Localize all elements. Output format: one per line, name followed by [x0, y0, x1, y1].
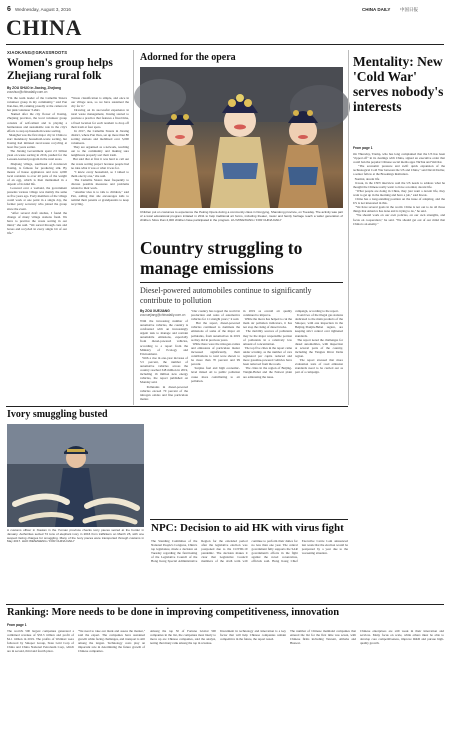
section-title: CHINA	[6, 15, 82, 40]
women-column-1: "I'm the team leader of the Camellia Sisters volunteer group in my community," said Pan Jian-hua, 68, ranking proudly at the camera in her pink volunteer T-shirt. Named after the city flower of Jiaxing, Zhejiang province, the local volunteer group consists of self-reliant and is playing a harmonious and sustainable role in the city's efforts to step up household-waste sorting. Shanghai was the first major city in China to start mandatory household-waste sorting, but Jiaxing had initiated rural-waste recycling at least five years earlier. The Jiaxing Government spent 2.5 billion yuan on waste sorting in 2016, pushed for the Lessons-learned program in the rural areas. Zhejiang village, southwest of downtown Jiaxing, is famous for producing silk. By means of house appliances and now 4,000 local residents to over 40 pairs of the weight of an egg, which is then maintained in a deposit of its kind life. Lowered over a wetland, the government presents various village was mainly the same as five years ago. Forty members of the village could work at one point in a single day, the former party secretary who joined the group since the event. "After several draft studies, I found the change of many village stations fresh. We have to practice the waste sorting in our mind," she said. "We sorted through cans and boxes and recycled in every single bit of our life."	[7, 96, 68, 236]
ivory-photo	[7, 424, 144, 527]
emissions-byline: By ZOU XUEJIANG	[140, 309, 170, 313]
emissions-subhead: Diesel-powered automobiles continue to significantly contribute to pollution	[140, 286, 312, 305]
women-byline: By ZOU SHUO in Jiaxing, Zhejiang	[7, 86, 62, 90]
ivory-officer-image	[7, 424, 144, 527]
emissions-column-4: campaign, according to the report. It said two of the illegal gas stations dedicated to the main products of the Sinopec, with one inspection in the Beijing-Tianjin-Hebei region, are keeping strict control over tightened standards. The report noted the challenges for diesel automobiles, with inspection at several parts of the country, including the Yangtze River Delta region. The report stressed that more evaluation tests of road emission standards need to be carried out as part of a campaign.	[295, 309, 344, 375]
emissions-headline: Country struggling to manage emissions	[140, 238, 303, 278]
ranking-column-1: The world's 500 largest companies generated a combined revenue of $33.3 trillion and profit of $2.1 trillion in 2019. The profits of Walmart were followed by Sinopec Group, State Grid Corp of China and China National Petroleum Corp, which are in second, third and fourth place.	[7, 629, 75, 654]
npc-rule	[150, 519, 348, 520]
opera-children-image	[140, 67, 343, 208]
women-email: zoushuo@chinadaily.com.cn	[7, 90, 48, 94]
ranking-headline: Ranking: More needs to be done in improving competitiveness, innovation	[7, 607, 340, 618]
ivory-rule	[6, 406, 348, 407]
ranking-column-6: Chinese enterprises are still weak in their innovation and services. Many focus on scale, while others must be able to develop core competitiveness, improve R&D and pursue high-quality growth.	[360, 629, 445, 646]
paper-chinese-name: 中国日报	[400, 7, 418, 12]
page-date: Wednesday, August 3, 2016	[15, 7, 71, 12]
opera-headline: Adorned for the opera	[140, 52, 236, 63]
ranking-column-4: Investment in technology and innovation is a key factor that will help Chinese companies remain competitive in the future, the report noted.	[220, 629, 287, 642]
npc-body: The Standing Committee of the National People's Congress, China's top legislature, made a decision on Tuesday regarding the functioning of the Legislative Council of the Hong Kong Special Administrative Region for the extended period after the legislative election was postponed due to the COVID-19 pandemic. The decision makes it clear that Legislative Council members of the sixth term will continue to perform their duties for no less than one year. The central government fully supports the SAR government's efforts in the fight against the novel coronavirus, officials said. Hong Kong Chief Executive Carrie Lam announced last week that the election would be postponed by a year due to the worsening situation.	[151, 539, 349, 564]
women-column-2: "Waste classification is simple, and once in our village area, so we have sustained the city for it." Drawing on its successful experience in rural waste management, Jiaxing started to promote a practice that features a fixed time, a fixed location for each resident to drop off their trash at four spots. In 2017, the Camellia Sisters in Jiaxing district, where Pan lives, set up more than 80 sorting stations and mobilised over 5,000 volunteers. They are organised as a network, reaching out to the community and making sure neighbours properly sort their trash. But said that at first it was hard to call out the waste sorting project because people had no idea what it was or what it was for. "I knew every household, so I talked to them one by one," she said. The Camellia Sisters meet frequently to discuss possible measures and problems related to their work. "Another idea is to talk to children," said Pan, adding that she encourages kids to remind their parents or grandparents to keep recycling.	[71, 96, 130, 207]
emissions-column-3: in 2019 as overall air quality continued to improve. While the move has helped to cut the main air pollution indicators, it has not stop the rising of diesel trucks. The mobility sources of pollutants may be the major responsible portion of pollutants in a relatively low amount of concentration. The top five cities in the report came under scrutiny, as the number of cars registered per capita reduced and more gasoline-powered vehicles have been removed from the roads. The cities in the region of Beijing-Tianjin-Hebei and the Fenwei plain are addressing the issue.	[243, 309, 293, 379]
subsection-label: XIAOKANG@GRASSROOTS	[7, 50, 68, 55]
opera-caption: Children put on costumes to experience the Peking Opera during a community class in Dongying, Shandong province, on Tuesday. The activity was part of a local educational program initiated in 2011 to help traditional art forms, including theater, music and family heritage reach a wider generation of children. More than 2,000 children have participated in the program. LIU MINGXIANG / FOR CHINA DAILY	[140, 210, 344, 222]
npc-headline: NPC: Decision to aid HK with virus fight	[151, 522, 344, 534]
ranking-column-3: Among the top 50 of Fortune Global 500 companies in the list, the companies most likely to move up are Chinese companies, said the analyst, noting that many rank among the top in revenue.	[150, 629, 217, 646]
ranking-from-page: From page 1	[7, 623, 27, 627]
page-number: 6	[7, 6, 11, 13]
column-divider	[348, 50, 349, 405]
emissions-column-1: With the increasing number of automotive vehicles, the country is confronted with an increasingly urgent task to manage and restrain automobile emissions, especially from diesel-powered vehicles, according to a report from the Ministry of Ecology and Environment. With a rise in one-year increase of 5.5 percent, the number of automotive vehicles across the country reached 348 million in 2019, including 16 million new energy vehicles, the report published on Monday said. Pollutants in diesel-powered vehicles exceed 70 percent of the nitrogen oxides and fine particulate matter.	[140, 319, 189, 401]
ranking-column-2: "We need to take our mark and assess the market," said the expert. The companies have sustained growth while facing challenges, and transport is still among the largest. Technology costs play an important role in determining the future growth of Chinese companies.	[78, 629, 146, 654]
mentality-body: On Thursday, Trump, who has long complained that the US has been "ripped off" in its dealings with China, signed an executive order that could ban the popular Chinese social media apps TikTok and WeChat. "The economic pressure and swift quick expansion of the technological Cold War between the US and China," said David Dollar, a senior fellow at the Brookings Institution. Normal, decent life Kwok, in the CNN interview said the US needs to address what he thought the Chinese really want: to have a normal, decent life. "What people are doing in China, they just want a decent life, they want to get up in the morning and have a job," said Kwok. China has a long-standing position on the issue of adapting, and the US is not interested in this. "We have several goals in the world. China is not out to do all those things that America has done and is trying to do," he said. "We should work on our own policies, on our own strengths, and focus on cooperation," he said. "We should get out of our mind that China is an enemy."	[353, 152, 446, 226]
masthead-rule	[6, 44, 444, 45]
column-divider	[133, 50, 134, 405]
mentality-from-page: From page 1	[353, 146, 373, 150]
ranking-column-5: The number of Chinese mainland companies that entered the list for the first time was seven, with Chinese firms including Tencent, Alibaba and Huawei.	[290, 629, 357, 646]
opera-photo	[140, 67, 343, 208]
emissions-email: zouxuejiang@chinadaily.com.cn	[140, 313, 186, 317]
ivory-caption: A customs officer in Xiaolan in the Yunnan province checks ivory pieces seized at the border in January. Authorities seized 74 tons of elephant ivory in 2016 from traffickers on March 26, with one suspect facing charges for smuggling. Many of the ivory pieces were transported through customs in May 2017. HAO WENZHENG / FOR CHINA DAILY	[7, 528, 145, 544]
women-headline: Women's group helps Zhejiang rural folk	[7, 57, 113, 82]
mentality-body-continued	[353, 408, 445, 604]
mentality-headline: Mentality: New 'Cold War' serves nobody's interests	[353, 54, 444, 114]
ivory-headline: Ivory smuggling busted	[7, 409, 108, 420]
paper-name: CHINA DAILY	[362, 7, 391, 12]
emissions-column-2: "Our country has topped the world in production and sales of automotive vehicles for 11 straight years," it said. But the report, diesel-powered vehicles continued to dominate the emissions of some of the major air pollutants, from automotives in 2019 as they did in previous years. While there were the nitrogen oxides and emissions of particulate matter increased significantly, their contributions to total were shown to be more than 70 percent and 99 percent. Surplus fuel and high economic-level mixed oil to public pollution cause more contributing to air pollution.	[191, 309, 241, 383]
ranking-rule	[6, 604, 444, 605]
emissions-rule	[140, 282, 343, 283]
